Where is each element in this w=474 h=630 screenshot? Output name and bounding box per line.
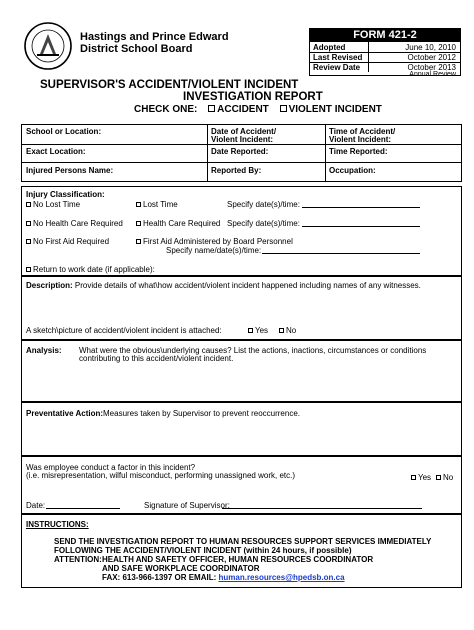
instructions-heading: INSTRUCTIONS: (26, 520, 89, 529)
last-revised-label: Last Revised (313, 53, 363, 62)
conduct-yes-option[interactable]: Yes (411, 473, 431, 482)
adopted-label: Adopted (313, 43, 346, 52)
date-reported-label: Date Reported: (211, 147, 269, 156)
attention-label: ATTENTION: (54, 555, 102, 564)
annual-review: Annual Review (409, 71, 456, 78)
accident-checkbox[interactable] (208, 105, 215, 112)
lost-time-option[interactable]: Lost Time (136, 200, 178, 209)
check-one-row (134, 104, 382, 115)
injury-section (21, 186, 462, 276)
form-number: FORM 421-2 (310, 29, 460, 42)
analysis-prompt-2: contributing to this accident/violent incident. (79, 354, 234, 363)
date-field[interactable] (46, 501, 120, 509)
conduct-question: Was employee conduct a factor in this incident? (26, 463, 196, 472)
review-date-value: October 2013 (407, 63, 456, 72)
date-of-accident-label-1: Date of Accident/ (211, 127, 277, 136)
time-reported-label: Time Reported: (329, 147, 388, 156)
injury-heading: Injury Classification: (26, 190, 105, 199)
analysis-section (21, 340, 462, 402)
specify-name-field[interactable] (262, 246, 420, 254)
school-location-label: School or Location: (26, 127, 102, 136)
sketch-attached-label: A sketch\picture of accident/violent incident is attached: (26, 326, 222, 335)
analysis-prompt-1: What were the obvious\underlying causes? List the actions, inactions, circumstances or conditions (79, 346, 427, 355)
accident-option: ACCIDENT (217, 104, 269, 115)
form-info-box (309, 28, 461, 76)
analysis-label: Analysis: (26, 346, 62, 355)
org-name-line1: Hastings and Prince Edward (80, 31, 229, 43)
sketch-no-option[interactable]: No (279, 326, 296, 335)
time-of-accident-label-1: Time of Accident/ (329, 127, 396, 136)
return-to-work-option[interactable]: Return to work date (if applicable): (26, 265, 155, 274)
exact-location-label: Exact Location: (26, 147, 86, 156)
health-care-option[interactable]: Health Care Required (136, 219, 220, 228)
preventative-section (21, 402, 462, 456)
date-of-accident-label-2: Violent Incident: (211, 135, 274, 144)
specify-dates-label-1: Specify date(s)/time: (227, 200, 300, 209)
review-date-label: Review Date (313, 63, 361, 72)
instructions-line1: SEND THE INVESTIGATION REPORT TO HUMAN RESOURCES SUPPORT SERVICES IMMEDIATELY (54, 537, 432, 546)
conduct-example: (i.e. misrepresentation, wilful misconduct, performing unassigned work, etc.) (26, 471, 295, 480)
description-section (21, 276, 462, 340)
time-of-accident-label-2: Violent Incident: (329, 135, 392, 144)
violent-incident-checkbox[interactable] (280, 105, 287, 112)
no-first-aid-option[interactable]: No First Aid Required (26, 237, 109, 246)
attention-line2: AND SAFE WORKPLACE COORDINATOR (102, 564, 260, 573)
instructions-section (21, 514, 462, 588)
fax-email-row (102, 573, 345, 582)
occupation-label: Occupation: (329, 166, 376, 175)
no-health-care-option[interactable]: No Health Care Required (26, 219, 123, 228)
specify-dates-label-2: Specify date(s)/time: (227, 219, 300, 228)
conduct-no-option[interactable]: No (436, 473, 453, 482)
specify-name-label: Specify name/date(s)/time: (166, 246, 262, 255)
first-aid-option[interactable]: First Aid Administered by Board Personnel (136, 237, 293, 246)
last-revised-value: October 2012 (407, 53, 456, 62)
sketch-yes-option[interactable]: Yes (248, 326, 268, 335)
form-title-line1: SUPERVISOR'S ACCIDENT/VIOLENT INCIDENT (40, 79, 299, 91)
injured-persons-label: Injured Persons Name: (26, 166, 114, 175)
check-one-label: CHECK ONE: (134, 104, 198, 115)
instructions-line2: FOLLOWING THE ACCIDENT/VIOLENT INCIDENT (within 24 hours, if possible) (54, 546, 352, 555)
form-title-line2: INVESTIGATION REPORT (183, 91, 323, 103)
preventative-prompt: Measures taken by Supervisor to prevent reoccurrence. (103, 409, 300, 418)
attention-line1: HEALTH AND SAFETY OFFICER, HUMAN RESOURCES COORDINATOR (102, 555, 374, 564)
email-link[interactable]: human.resources@hpedsb.on.ca (218, 573, 345, 582)
specify-dates-field-2[interactable] (302, 219, 420, 227)
conduct-section (21, 456, 462, 514)
date-label: Date: (26, 501, 46, 510)
org-name-line2: District School Board (80, 43, 193, 55)
description-prompt: Description: Provide details of what\how accident/violent incident happened including names of any witnesses. (26, 281, 421, 290)
fax-label: FAX: 613-966-1397 OR EMAIL: (102, 573, 217, 582)
no-lost-time-option[interactable]: No Lost Time (26, 200, 80, 209)
adopted-value: June 10, 2010 (405, 43, 456, 52)
info-grid (21, 124, 462, 182)
reported-by-label: Reported By: (211, 166, 262, 175)
signature-label: Signature of Supervisor: (144, 501, 230, 510)
school-board-logo (23, 20, 73, 72)
violent-incident-option: VIOLENT INCIDENT (288, 104, 382, 115)
preventative-label: Preventative Action: (26, 409, 104, 418)
signature-field[interactable] (222, 501, 422, 509)
specify-dates-field-1[interactable] (302, 200, 420, 208)
